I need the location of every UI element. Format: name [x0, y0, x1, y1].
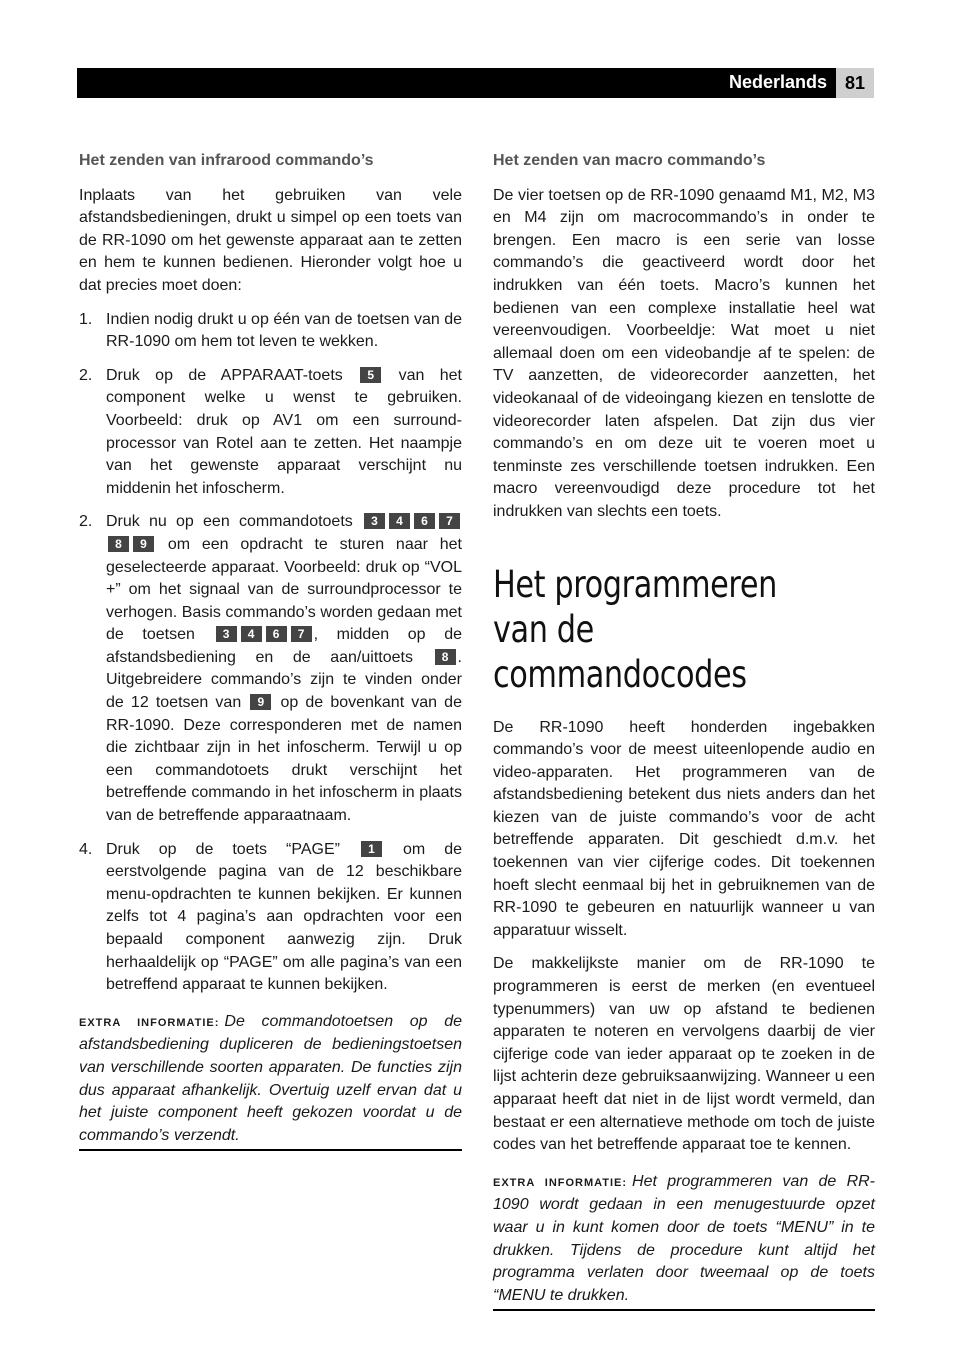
key-badge: 3	[364, 513, 385, 529]
extra-info-note	[493, 1171, 875, 1312]
steps-list	[79, 309, 462, 997]
list-item	[79, 309, 462, 354]
key-badge: 8	[435, 649, 456, 665]
key-badge: 6	[414, 513, 435, 529]
key-badge: 3	[216, 626, 237, 642]
chapter-heading: Het programmeren van de commandocodes	[493, 562, 777, 696]
note-text: Het programmeren van de RR-1090 wordt gedaan in een menugestuurde opzet waar u in kunt komen door de toets “MENU” in te drukken. Tijdens de procedure kunt altijd het programma verlaten door tweemaal op de toets “MENU te drukken.	[493, 1172, 875, 1304]
key-badge: 7	[291, 626, 312, 642]
left-column	[79, 150, 462, 1151]
note-label: EXTRA INFORMATIE:	[493, 1176, 628, 1189]
section-heading-macro: Het zenden van macro commando’s	[493, 152, 766, 169]
key-badge: 7	[439, 513, 460, 529]
item-text: Indien nodig drukt u op één van de toetsen van de RR-1090 om hem tot leven te wekken.	[106, 310, 462, 351]
right-column	[493, 150, 875, 1311]
item-text: van het component welke u wenst te gebruiken. Voorbeeld: druk op AV1 om een surround-processor van Rotel aan te zetten. Het naampje van het gewenste apparaat verschijnt nu middenin het infoscherm.	[106, 366, 462, 497]
page-number: 81	[836, 68, 874, 98]
key-badge: 4	[241, 626, 262, 642]
extra-info-note	[79, 1011, 462, 1152]
list-item	[79, 839, 462, 997]
page-header	[77, 68, 874, 98]
key-badge: 9	[250, 694, 271, 710]
key-badge: 4	[389, 513, 410, 529]
item-number: 1.	[79, 310, 93, 328]
key-badge: 8	[108, 536, 129, 552]
list-item	[79, 511, 462, 827]
item-number: 2.	[79, 366, 93, 384]
programming-paragraph-2: De makkelijkste manier om de RR-1090 te programmeren is eerst de merken (en eventueel typenummers) van uw op afstand te bedienen apparaten te noteren en vervolgens daarbij de vier cijferige code van ieder apparaat op te zoeken in de lijst achterin deze gebruiksaanwijzing. Wanneer u een apparaat heeft dat niet in de lijst wordt vermeld, dan bestaat er een alternatieve methode om toch de juiste codes van het betreffende apparaat toe te kennen.	[493, 955, 875, 1154]
item-text: . Uitgebreidere commando’s zijn te vinden onder de 12 toetsen van	[106, 648, 462, 712]
section-heading-infrared: Het zenden van infrarood commando’s	[79, 152, 374, 169]
header-language: Nederlands	[728, 72, 827, 92]
item-text: om een opdracht te sturen naar het geselecteerde apparaat. Voorbeeld: druk op “VOL +” om het signaal van de surroundprocessor te verhogen. Basis commando’s worden gedaan met de toetsen	[106, 535, 463, 644]
item-number: 2.	[79, 513, 93, 531]
key-badge: 1	[361, 841, 382, 857]
item-text: om de eerstvolgende pagina van de 12 beschikbare menu-opdrachten te kunnen bekijken. Er kunnen zelfs tot 4 pagina’s aan opdrachten voor een bepaald component aanwezig zijn. Druk herhaaldelijk op “PAGE” om alle pagina’s van een betreffend apparaat te kunnen bekijken.	[106, 840, 463, 994]
item-text: Druk nu op een commandotoets	[106, 513, 353, 531]
programming-paragraph-1: De RR-1090 heeft honderden ingebakken commando’s voor de meest uiteenlopende audio en video-apparaten. Het programmeren van de afstandsbediening betekent dus niets anders dan het kiezen van de juiste commando’s voor de acht betreffende apparaten. Dit geschiedt d.m.v. het toekennen van vier cijferige codes. Dit toekennen hoeft slecht eenmaal bij het in gebruiknemen van de RR-1090 te gebeuren en natuurlijk wanneer u van apparatuur wisselt.	[493, 718, 875, 939]
key-badge: 9	[133, 536, 154, 552]
key-badge: 5	[360, 367, 381, 383]
item-text: Druk op de toets “PAGE”	[106, 840, 340, 858]
key-badge: 6	[266, 626, 287, 642]
item-text: , midden op de afstandsbediening en de aan/uittoets	[106, 626, 462, 666]
note-text: De commandotoetsen op de afstandsbediening dupliceren de bedieningstoetsen van verschillende soorten apparaten. De functies zijn dus apparaat afhankelijk. Overtuig uzelf ervan dat u het juiste component heeft gekozen voordat u de commando’s verzendt.	[79, 1012, 462, 1144]
item-number: 4.	[79, 840, 93, 858]
macro-paragraph: De vier toetsen op de RR-1090 genaamd M1, M2, M3 en M4 zijn om macrocommando’s in onder te brengen. Een macro is een serie van losse commando’s die geactiveerd wordt door het indrukken van één toets. Macro’s kunnen het bedienen van een complexe installatie heel wat vereenvoudigen. Voorbeeldje: Wat moet u niet allemaal doen om een videobandje af te spelen: de TV aanzetten, de videorecorder aanzetten, het videokanaal of de videoingang kiezen en tenslotte de videorecorder laten afspelen. Dat zijn dus vier commando’s en om deze uit te voeren moet u tenminste zes verschillende toetsen indrukken. Een macro vereenvoudigd deze procedure tot het indrukken van slechts een toets.	[493, 186, 875, 520]
intro-paragraph: Inplaats van het gebruiken van vele afstandsbedieningen, drukt u simpel op een toets van de RR-1090 om het gewenste apparaat aan te zetten en hem te kunnen bedienen. Hieronder volgt hoe u dat precies moet doen:	[79, 186, 462, 294]
item-text: op de bovenkant van de RR-1090. Deze corresponderen met de namen die zichtbaar zijn in het infoscherm. Terwijl u op een commandotoets drukt verschijnt het betreffende commando in het infoscherm in plaats van de betreffende apparaatnaam.	[106, 694, 462, 825]
item-text: Druk op de APPARAAT-toets	[106, 366, 343, 384]
list-item	[79, 365, 462, 501]
note-label: EXTRA INFORMATIE:	[79, 1016, 220, 1029]
